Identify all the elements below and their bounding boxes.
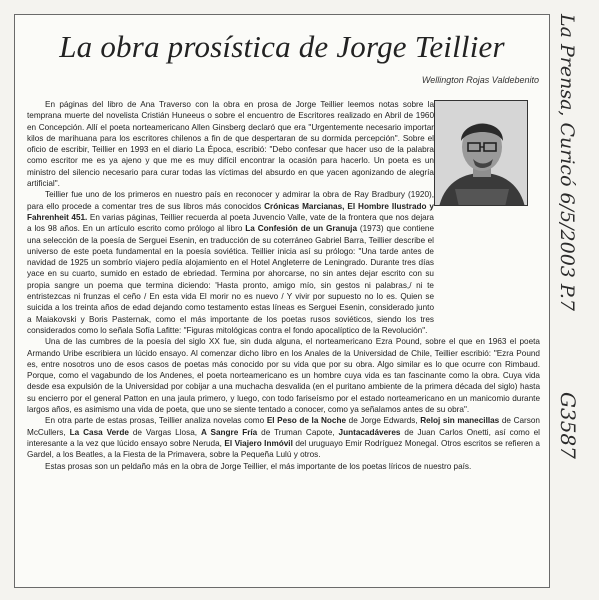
paragraph: Estas prosas son un peldaño más en la obra de Jorge Teillier, el más importante de los poetas líricos de nuestro país. <box>45 461 472 471</box>
paragraph: Teillier fue uno de los primeros en nuestro país en reconocer y admirar la obra de Ray Bradbury (1920), para ello procede a comentar tres de sus libros más conocidos Crónicas Marcianas, El Hombre Ilustrado y Fahrenheit 451. En varias páginas, Teillier recuerda al poeta Juvencio Valle, vate de la frontera que nos dejara a los 98 años. En un artículo escrito como prólogo al libro La Confesión de un Granuja (1973) que contiene una selección de la poesía de Serguei Esenin, en traducción de su coterráneo Gabriel Barra, Teillier describe el universo de este poeta fundamental en la poesía soviética. Teillier inicia así su prólogo: "Una tarde antes de navidad de 1925 un sombrío viajero pedía alojamiento en el Hotel Angleterre de Leningrado. Durante tres días yace en su cuarto, sumido en estado de ebriedad. Termina por ahorcarse, no sin antes dejar escrito con su propia sangre un poema que termina diciendo: 'Hasta pronto, amigo mío, sin gestos ni palabras,/ ni te entristezcas ni frunzas el ceño / En esta vida El morir no es nuevo / Y vivir por supuesto no lo es. Quien se suicida a los treinta años de edad dejando como testamento estas líneas es Serguei Esenin, considerado junto a Maiakovski y Boris Pasternak, como el más importante de los poetas rusos soviéticos, siendo los tres considerados como lo señala Sofía Lafitte: "Figuras mitológicas contra el fondo apocalíptico de la Revolución". <box>27 190 434 335</box>
paragraph: En páginas del libro de Ana Traverso con la obra en prosa de Jorge Teillier leemos notas sobre la temprana muerte del novelista Cristián Huneeus o sobre el encuentro de Escritores realizado en Abril de 1960 en Concepción. Allí el poeta norteamericano Allen Ginsberg declaró que era "Urgentemente necesario importar kilos de marihuana para los escritores chilenos a fin de que despertaran de su dormida percepción". Sobre el oficio de escribir, Teillier en 1993 en el diario La Época, escribió: "Debo confesar que hacer uso de la palabra como escritor me es ya ajeno y que me es muy difícil encontrar la ocasión para hacerlo. Un poeta es un ministro del silencio necesario para curar todas las víctimas del absurdo en que yacen agonizando de alegría artificial". <box>27 100 434 189</box>
article-author: Wellington Rojas Valdebenito <box>421 75 539 85</box>
newspaper-clipping <box>14 14 550 588</box>
handwritten-catalog-number: G3587 <box>556 392 580 459</box>
paragraph: En otra parte de estas prosas, Teillier analiza novelas como El Peso de la Noche de Jorge Edwards, Reloj sin manecillas de Carson McCullers, La Casa Verde de Vargas Llosa, A Sangre Fría de Truman Capote, Juntacadáveres de Juan Carlos Onetti, así como el interesante a la vez que lúcido ensayo sobre Neruda, El Viajero Inmóvil del uruguayo Emir Rodríguez Monegal. Otros escritos se refieren a Gardel, a los Beatles, a la Fiesta de la Primavera, sobre la Pequeña Lulú y otros. <box>27 416 540 460</box>
paragraph: Una de las cumbres de la poesía del siglo XX fue, sin duda alguna, el norteamericano Ezra Pound, sobre el que en 1963 el poeta Armando Uribe escribiera un lúcido ensayo. Al comenzar dicho libro en los Anales de la Universidad de Chile, Teillier escribió: "Ezra Pound es, entre nosotros uno de esos casos de poetas más conocido por su vida que por su obra. Algo similar es lo que ocurre con Rimbaud. Porque, como el vagabundo de los Andenes, el poeta norteamericano es un hombre cuya vida es tan fascinante como la obra. Cuya vida desde esa expulsión de la Universidad por cobijar a una muchacha desvalida (en el puritano ambiente de la primera década del siglo) hasta su encierro por el general Patton en una jaula primero, y luego, con todo fariseísmo por el estado norteamericano en un manicomio durante largos años, es asimismo una vida de poeta, que uno se siente tentado a conocer, como ya señalamos antes de su obra". <box>27 337 540 415</box>
handwritten-source-note: La Prensa, Curicó 6/5/2003 P.7 <box>556 14 578 311</box>
article-body <box>27 99 540 472</box>
article-title: La obra prosística de Jorge Teillier <box>59 29 505 64</box>
